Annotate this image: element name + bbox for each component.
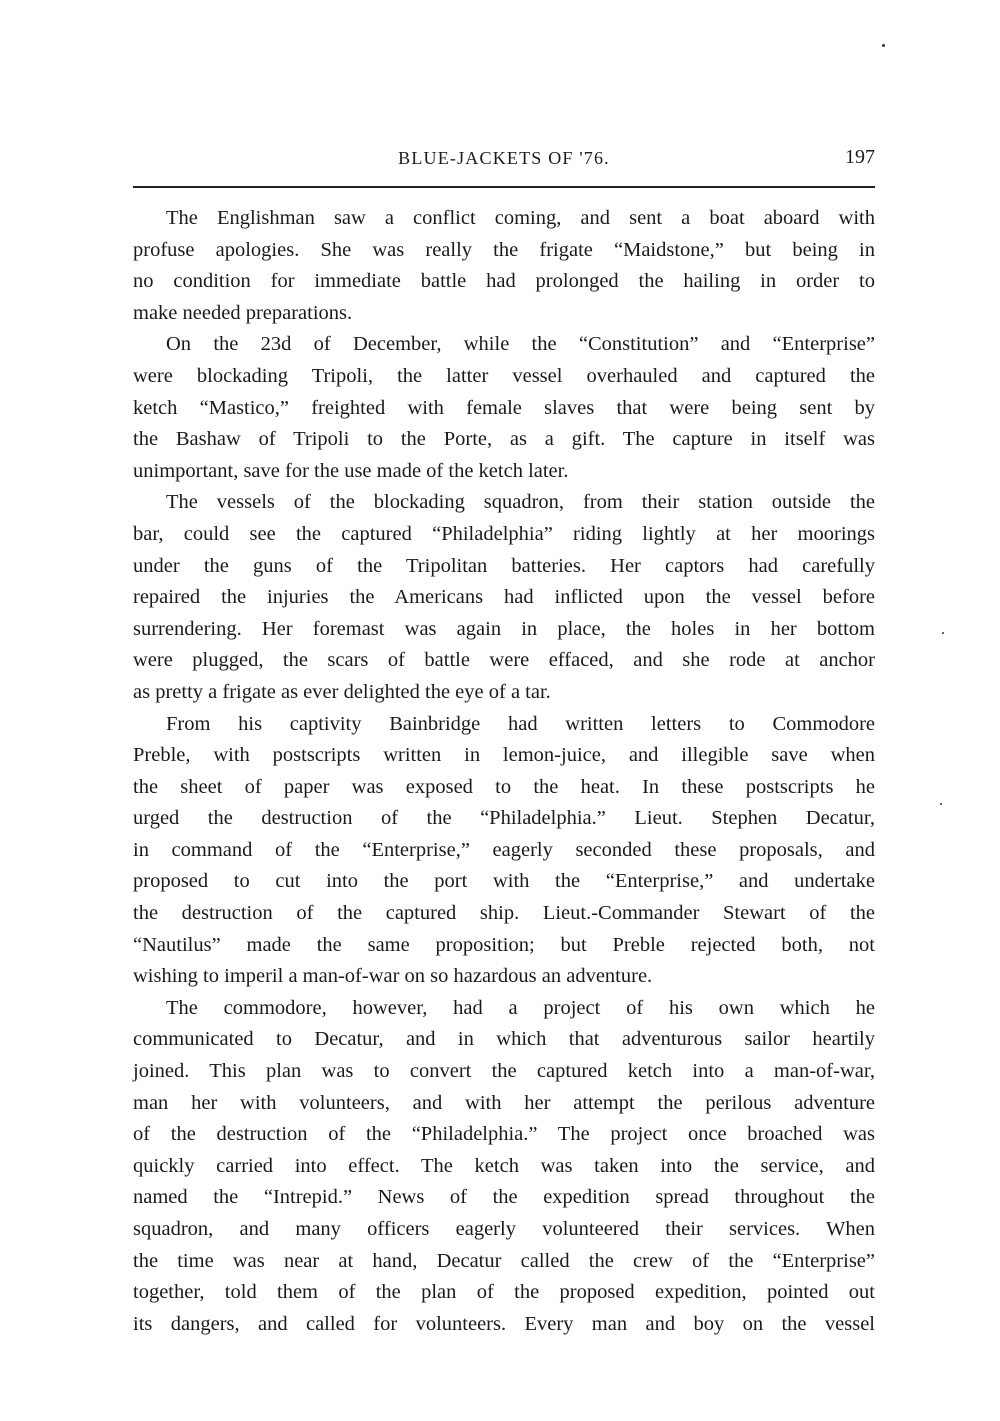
text-line: quickly carried into effect. The ketch was taken into the service, and	[133, 1154, 875, 1177]
print-speck	[942, 632, 944, 634]
text-line: “Nautilus” made the same proposition; but Preble rejected both, not	[133, 933, 875, 956]
text-line: The Englishman saw a conflict coming, and sent a boat aboard with	[166, 207, 875, 229]
text-line: profuse apologies. She was really the frigate “Maidstone,” but being in	[133, 238, 875, 261]
text-line: were plugged, the scars of battle were effaced, and she rode at anchor	[133, 649, 875, 672]
text-line: unimportant, save for the use made of the ketch later.	[133, 459, 569, 482]
text-line: Preble, with postscripts written in lemon-juice, and illegible save when	[133, 744, 875, 767]
text-line: the destruction of the captured ship. Lieut.-Commander Stewart of the	[133, 902, 875, 925]
text-line: the time was near at hand, Decatur called the crew of the “Enterprise”	[133, 1249, 875, 1272]
text-line: urged the destruction of the “Philadelphia.” Lieut. Stephen Decatur,	[133, 807, 875, 830]
header-rule	[133, 186, 875, 188]
text-line: From his captivity Bainbridge had written letters to Commodore	[166, 712, 875, 735]
text-line: the sheet of paper was exposed to the heat. In these postscripts he	[133, 775, 875, 798]
paragraph	[133, 709, 875, 993]
text-line: surrendering. Her foremast was again in place, the holes in her bottom	[133, 617, 875, 640]
paragraph	[133, 203, 875, 329]
text-line: joined. This plan was to convert the captured ketch into a man-of-war,	[133, 1060, 875, 1083]
text-line: were blockading Tripoli, the latter vessel overhauled and captured the	[133, 364, 875, 387]
text-line: as pretty a frigate as ever delighted the eye of a tar.	[133, 680, 551, 703]
text-line: its dangers, and called for volunteers. Every man and boy on the vessel	[133, 1312, 875, 1335]
text-line: man her with volunteers, and with her attempt the perilous adventure	[133, 1091, 875, 1114]
text-line: the Bashaw of Tripoli to the Porte, as a gift. The capture in itself was	[133, 428, 875, 451]
print-speck	[882, 44, 885, 47]
text-line: The vessels of the blockading squadron, from their station outside the	[166, 491, 875, 514]
paragraph	[133, 993, 875, 1341]
paragraph	[133, 487, 875, 708]
text-line: no condition for immediate battle had prolonged the hailing in order to	[133, 270, 875, 293]
running-title: BLUE-JACKETS OF '76.	[398, 148, 610, 168]
text-line: On the 23d of December, while the “Constitution” and “Enterprise”	[166, 333, 875, 356]
page-number: 197	[845, 146, 875, 168]
text-line: under the guns of the Tripolitan batteries. Her captors had carefully	[133, 554, 875, 577]
running-head	[133, 146, 875, 176]
text-line: The commodore, however, had a project of his own which he	[166, 996, 875, 1019]
text-line: proposed to cut into the port with the “Enterprise,” and undertake	[133, 870, 875, 893]
text-line: wishing to imperil a man-of-war on so hazardous an adventure.	[133, 965, 653, 988]
text-line: communicated to Decatur, and in which that adventurous sailor heartily	[133, 1028, 875, 1051]
text-line: named the “Intrepid.” News of the expedition spread throughout the	[133, 1186, 875, 1209]
text-line: make needed preparations.	[133, 301, 353, 324]
paragraph	[133, 329, 875, 487]
text-line: together, told them of the plan of the proposed expedition, pointed out	[133, 1281, 875, 1304]
text-line: repaired the injuries the Americans had inflicted upon the vessel before	[133, 586, 875, 609]
text-line: squadron, and many officers eagerly volunteered their services. When	[133, 1218, 875, 1240]
text-line: bar, could see the captured “Philadelphia” riding lightly at her moorings	[133, 522, 875, 545]
text-line: of the destruction of the “Philadelphia.” The project once broached was	[133, 1123, 875, 1146]
text-line: ketch “Mastico,” freighted with female slaves that were being sent by	[133, 396, 875, 419]
text-line: in command of the “Enterprise,” eagerly seconded these proposals, and	[133, 838, 875, 861]
print-speck	[940, 803, 942, 805]
body-text	[133, 203, 875, 1340]
